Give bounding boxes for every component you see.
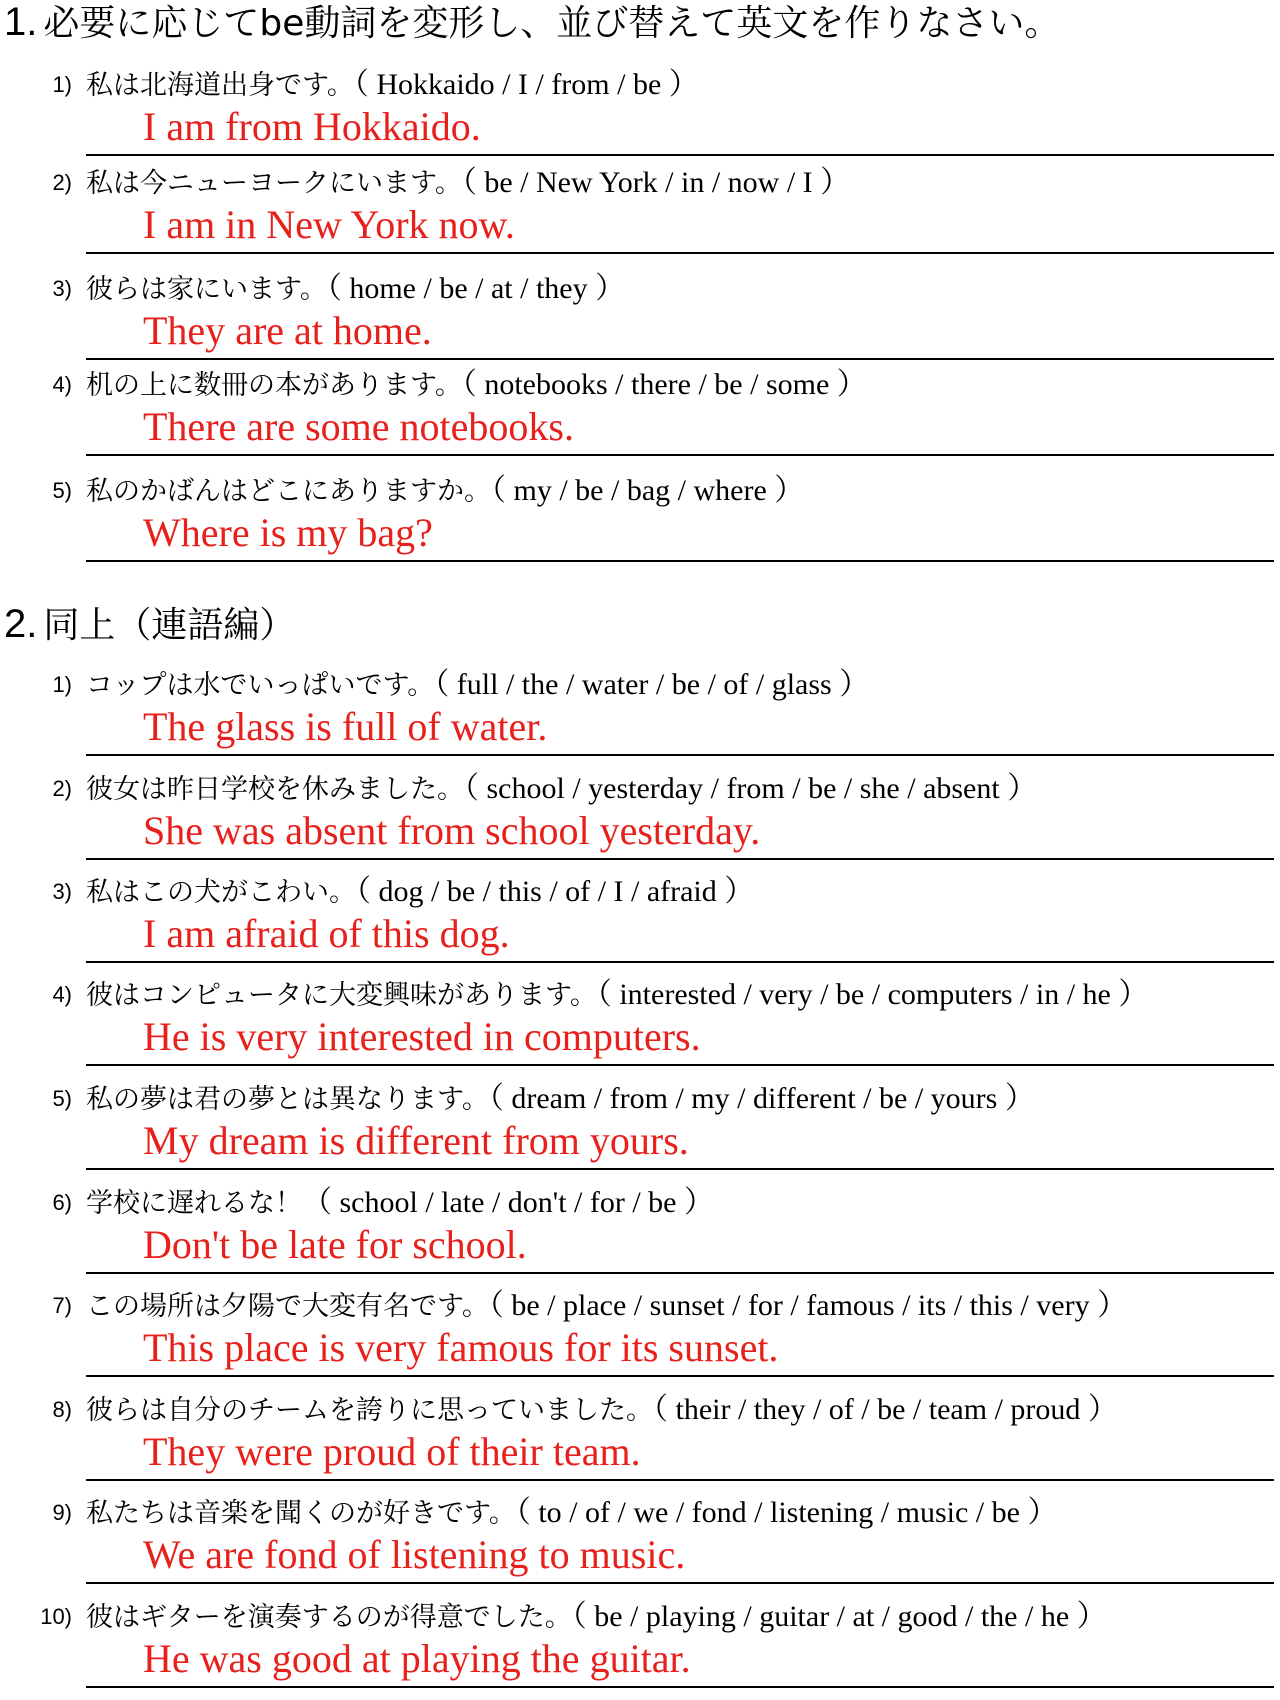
section-heading: 必要に応じてbe動詞を変形し、並び替えて英文を作りなさい。	[43, 3, 1061, 44]
question: 10) 彼はギターを演奏するのが得意でした。（ be / playing / guitar / at / good / the / he ）	[40, 1600, 1107, 1633]
answer: We are fond of listening to music.	[143, 1532, 686, 1577]
answer-line	[86, 858, 1274, 860]
answer: They were proud of their team.	[143, 1429, 641, 1474]
question: 2) 私は今ニューヨークにいます。（ be / New York / in / now / I ）	[52, 166, 851, 199]
answer-line	[86, 1272, 1274, 1274]
answer-line	[86, 252, 1274, 254]
answer-line	[86, 1582, 1274, 1584]
answer: He is very interested in computers.	[143, 1014, 701, 1059]
section-number: 2.	[4, 602, 38, 646]
question: 3) 私はこの犬がこわい。（ dog / be / this / of / I / afraid ）	[52, 875, 755, 908]
answer-line	[86, 358, 1274, 360]
question: 4) 机の上に数冊の本があります。（ notebooks / there / be / some ）	[52, 368, 867, 401]
question: 4) 彼はコンピュータに大変興味があります。（ interested / very / be / computers / in / he ）	[52, 978, 1149, 1011]
answer-line	[86, 754, 1274, 756]
answer-line	[86, 961, 1274, 963]
answer-line	[86, 1686, 1274, 1688]
section-1-title	[4, 2, 1060, 44]
answer: She was absent from school yesterday.	[143, 808, 761, 853]
answer: I am in New York now.	[143, 202, 515, 247]
answer: There are some notebooks.	[143, 404, 574, 449]
question: 6) 学校に遅れるな！（ school / late / don't / for / be ）	[52, 1186, 715, 1219]
question: 5) 私のかばんはどこにありますか。（ my / be / bag / where ）	[52, 474, 805, 507]
answer: He was good at playing the guitar.	[143, 1636, 691, 1681]
answer: The glass is full of water.	[143, 704, 548, 749]
answer-line	[86, 454, 1274, 456]
question: 2) 彼女は昨日学校を休みました。（ school / yesterday / from / be / she / absent ）	[52, 772, 1038, 805]
section-heading: 同上（連語編）	[43, 605, 296, 646]
answer: I am from Hokkaido.	[143, 104, 481, 149]
question: 9) 私たちは音楽を聞くのが好きです。（ to / of / we / fond / listening / music / be ）	[52, 1496, 1058, 1529]
question: 5) 私の夢は君の夢とは異なります。（ dream / from / my / different / be / yours ）	[52, 1082, 1035, 1115]
answer-line	[86, 154, 1274, 156]
question: 1) 私は北海道出身です。（ Hokkaido / I / from / be ）	[52, 68, 699, 101]
answer: Where is my bag?	[143, 510, 433, 555]
answer-line	[86, 1168, 1274, 1170]
section-number: 1.	[4, 0, 38, 44]
answer-line	[86, 560, 1274, 562]
question: 1) コップは水でいっぱいです。（ full / the / water / be / of / glass ）	[52, 668, 870, 701]
section-2-title	[4, 604, 295, 646]
question: 3) 彼らは家にいます。（ home / be / at / they ）	[52, 272, 626, 305]
answer: This place is very famous for its sunset.	[143, 1325, 779, 1370]
answer-line	[86, 1064, 1274, 1066]
answer-line	[86, 1375, 1274, 1377]
question: 7) この場所は夕陽で大変有名です。（ be / place / sunset / for / famous / its / this / very ）	[52, 1289, 1128, 1322]
answer-line	[86, 1479, 1274, 1481]
answer: Don't be late for school.	[143, 1222, 527, 1267]
answer: My dream is different from yours.	[143, 1118, 689, 1163]
answer: They are at home.	[143, 308, 432, 353]
question: 8) 彼らは自分のチームを誇りに思っていました。（ their / they / of / be / team / proud ）	[52, 1393, 1118, 1426]
answer: I am afraid of this dog.	[143, 911, 510, 956]
